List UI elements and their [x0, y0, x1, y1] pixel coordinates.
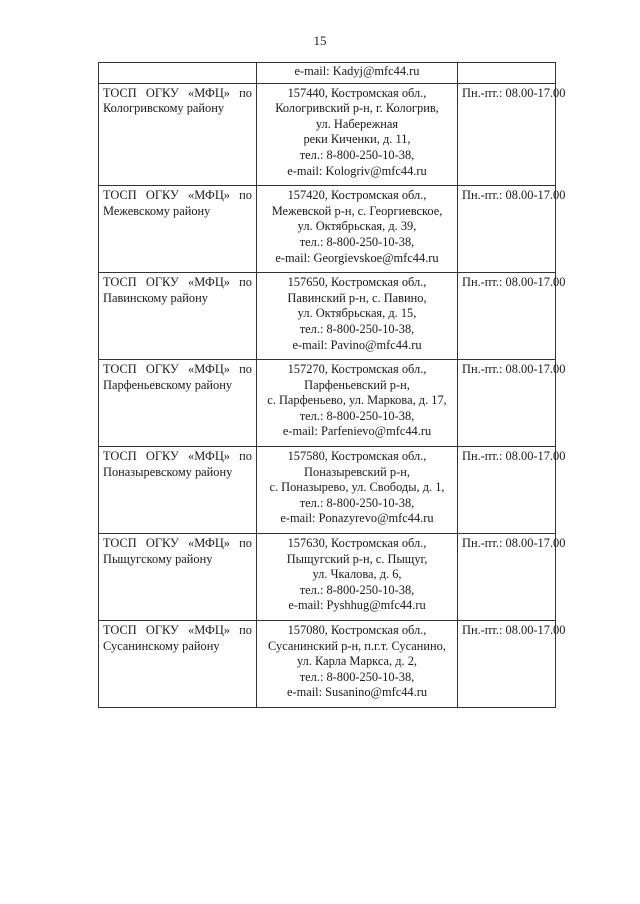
office-hours-cell: Пн.-пт.: 08.00-17.00: [458, 83, 556, 186]
address-line: тел.: 8-800-250-10-38,: [299, 321, 415, 336]
office-address-cell: [257, 360, 458, 447]
office-hours-cell: Пн.-пт.: 08.00-17.00: [458, 621, 556, 708]
address-line: тел.: 8-800-250-10-38,: [299, 669, 415, 684]
office-address-cell: [257, 83, 458, 186]
office-address-cell: [257, 534, 458, 621]
address-line: 157440, Костромская обл.,: [287, 85, 427, 100]
address-line: ул. Октябрьская, д. 15,: [297, 306, 417, 321]
table-row: [99, 83, 556, 186]
address-line: e-mail: Kologriv@mfc44.ru: [287, 163, 427, 178]
table-row: [99, 186, 556, 273]
address-line: реки Киченки, д. 11,: [303, 132, 411, 147]
office-name-cell: ТОСП ОГКУ «МФЦ» по Кологривскому району: [99, 83, 257, 186]
address-line: 157270, Костромская обл.,: [287, 362, 427, 377]
address-line: e-mail: Ponazyrevo@mfc44.ru: [280, 511, 434, 526]
address-line: ул. Набережная: [315, 116, 399, 131]
table-row: [99, 360, 556, 447]
offices-table: [98, 62, 566, 708]
office-address-cell: [257, 273, 458, 360]
address-line: 157580, Костромская обл.,: [287, 449, 427, 464]
address-line: e-mail: Parfenievo@mfc44.ru: [282, 424, 432, 439]
address-line: Парфеньевский р-н,: [304, 377, 410, 392]
address-line: 157420, Костромская обл.,: [287, 188, 427, 203]
table-row-continued: [99, 63, 556, 84]
address-line: тел.: 8-800-250-10-38,: [299, 408, 415, 423]
office-name-cell: ТОСП ОГКУ «МФЦ» по Сусанинскому району: [99, 621, 257, 708]
address-line: тел.: 8-800-250-10-38,: [299, 234, 415, 249]
address-line: Поназыревский р-н,: [304, 464, 410, 479]
office-name-cell: ТОСП ОГКУ «МФЦ» по Пыщугскому району: [99, 534, 257, 621]
address-line: Павинский р-н, с. Павино,: [287, 290, 427, 305]
table-row: [99, 534, 556, 621]
address-line: Кологривский р-н, г. Кологрив,: [275, 101, 439, 116]
office-name-cell: ТОСП ОГКУ «МФЦ» по Парфеньевскому району: [99, 360, 257, 447]
office-address-cell: [257, 186, 458, 273]
office-name-cell: [99, 63, 257, 84]
address-line: тел.: 8-800-250-10-38,: [299, 582, 415, 597]
offices-table-body: [99, 63, 566, 708]
address-line: ул. Карла Маркса, д. 2,: [296, 654, 417, 669]
office-hours-cell: Пн.-пт.: 08.00-17.00: [458, 447, 556, 534]
address-line: e-mail: Georgievskoe@mfc44.ru: [275, 250, 439, 265]
office-hours-cell: [458, 63, 556, 84]
address-line: Пыщугский р-н, с. Пыщуг,: [286, 551, 428, 566]
address-line: тел.: 8-800-250-10-38,: [299, 495, 415, 510]
office-address-cell: [257, 621, 458, 708]
office-name-cell: ТОСП ОГКУ «МФЦ» по Межевскому району: [99, 186, 257, 273]
address-line: 157650, Костромская обл.,: [287, 275, 427, 290]
address-line: 157630, Костромская обл.,: [287, 536, 427, 551]
address-line: e-mail: Kadyj@mfc44.ru: [294, 64, 420, 78]
office-hours-cell: Пн.-пт.: 08.00-17.00: [458, 273, 556, 360]
table-row: [99, 447, 556, 534]
address-line: Сусанинский р-н, п.г.т. Сусанино,: [268, 638, 446, 653]
table-row: [99, 273, 556, 360]
office-hours-cell: Пн.-пт.: 08.00-17.00: [458, 534, 556, 621]
address-line: Межевской р-н, с. Георгиевское,: [271, 203, 443, 218]
address-line: ул. Октябрьская, д. 39,: [297, 219, 417, 234]
address-line: с. Парфеньево, ул. Маркова, д. 17,: [267, 393, 447, 408]
office-name-cell: ТОСП ОГКУ «МФЦ» по Павинскому району: [99, 273, 257, 360]
office-hours-cell: Пн.-пт.: 08.00-17.00: [458, 186, 556, 273]
office-address-cell: [257, 447, 458, 534]
address-line: e-mail: Susanino@mfc44.ru: [286, 685, 428, 700]
address-line: тел.: 8-800-250-10-38,: [299, 147, 415, 162]
address-line: 157080, Костромская обл.,: [287, 623, 427, 637]
office-hours-cell: Пн.-пт.: 08.00-17.00: [458, 360, 556, 447]
address-line: с. Поназырево, ул. Свободы, д. 1,: [269, 480, 445, 495]
address-line: e-mail: Pyshhug@mfc44.ru: [288, 598, 426, 613]
page-number: 15: [313, 33, 327, 48]
address-line: ул. Чкалова, д. 6,: [312, 567, 402, 582]
office-name-cell: ТОСП ОГКУ «МФЦ» по Поназыревскому району: [99, 447, 257, 534]
address-line: e-mail: Pavino@mfc44.ru: [292, 337, 422, 352]
table-row: [99, 621, 556, 708]
office-address-cell: [257, 63, 458, 84]
